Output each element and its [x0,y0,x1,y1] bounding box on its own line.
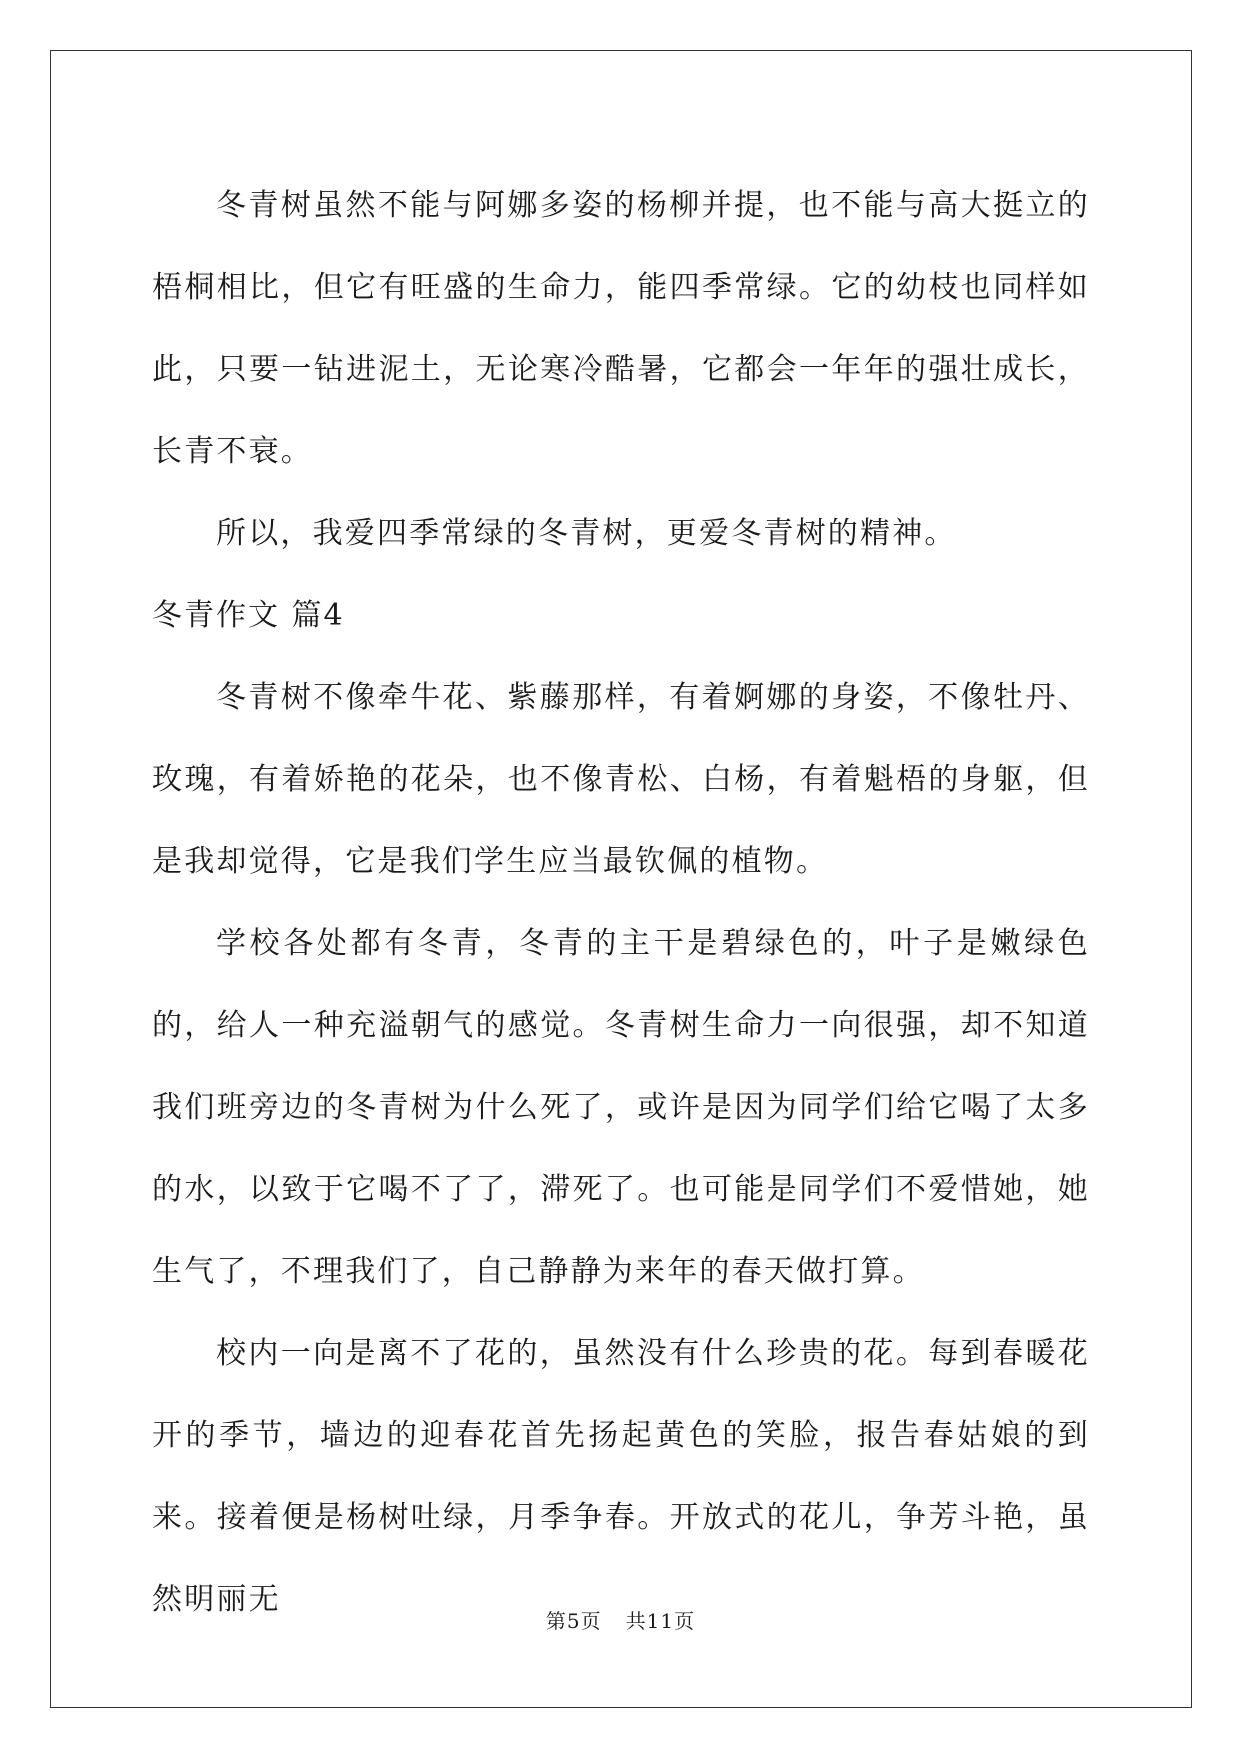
page-footer [0,1605,1241,1634]
page-total: 共11页 [625,1609,696,1633]
section-heading: 冬青作文 篇4 [152,598,345,633]
document-body [152,165,1090,1641]
paragraph: 冬青树不像牵牛花、紫藤那样，有着婀娜的身姿，不像牡丹、玫瑰，有着娇艳的花朵，也不像青松、白杨，有着魁梧的身躯，但是我却觉得，它是我们学生应当最钦佩的植物。 [152,680,1090,879]
paragraph: 校内一向是离不了花的，虽然没有什么珍贵的花。每到春暖花开的季节，墙边的迎春花首先扬起黄色的笑脸，报告春姑娘的到来。接着便是杨树吐绿，月季争春。开放式的花儿，争芳斗艳，虽然明丽无 [152,1336,1090,1617]
paragraph: 冬青树虽然不能与阿娜多姿的杨柳并提，也不能与高大挺立的梧桐相比，但它有旺盛的生命力，能四季常绿。它的幼枝也同样如此，只要一钻进泥土，无论寒冷酷暑，它都会一年年的强壮成长，长青不衰。 [152,188,1090,469]
paragraph: 所以，我爱四季常绿的冬青树，更爱冬青树的精神。 [216,516,957,551]
page-number: 第5页 [545,1609,602,1633]
paragraph: 学校各处都有冬青，冬青的主干是碧绿色的，叶子是嫩绿色的，给人一种充溢朝气的感觉。冬青树生命力一向很强，却不知道我们班旁边的冬青树为什么死了，或许是因为同学们给它喝了太多的水，以致于它喝不了了，滞死了。也可能是同学们不爱惜她，她生气了，不理我们了，自己静静为来年的春天做打算。 [152,926,1090,1289]
